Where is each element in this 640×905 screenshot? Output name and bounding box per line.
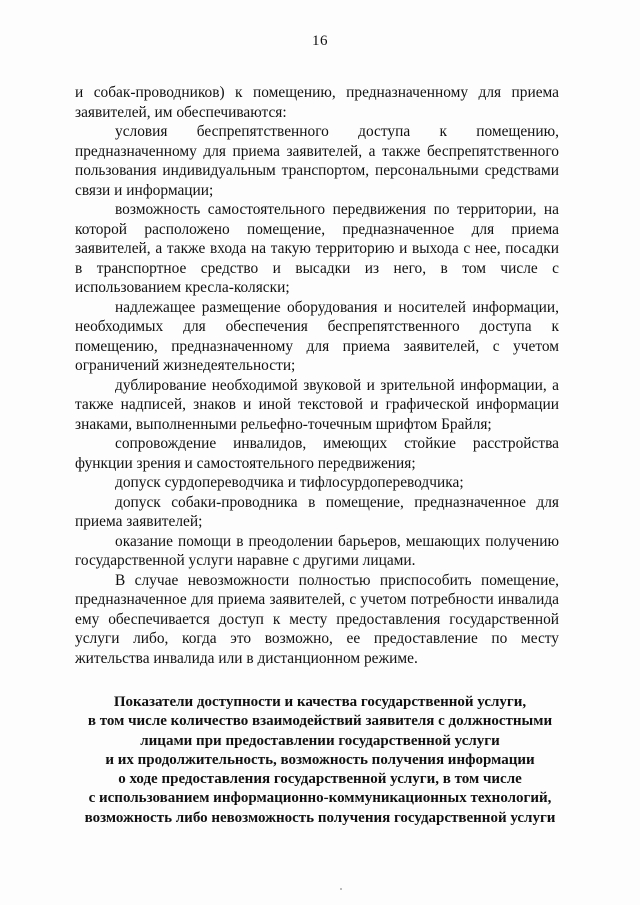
paragraph-continuation: и собак-проводников) к помещению, предназначенному для приема заявителей, им обеспечиваются:	[75, 84, 559, 121]
paragraph-barrier-assistance: оказание помощи в преодолении барьеров, мешающих получению государственной услуги наравне с другими лицами.	[75, 532, 559, 569]
scan-speck	[340, 888, 342, 890]
paragraph-guide-dog-admission: допуск собаки-проводника в помещение, предназначенное для приема заявителей;	[75, 493, 559, 530]
heading-line: возможность либо невозможность получения государственной услуги	[84, 809, 556, 826]
heading-line: в том числе количество взаимодействий заявителя с должностными	[87, 713, 553, 730]
paragraph-equipment-placement: надлежащее размещение оборудования и носителей информации, необходимых для обеспечения беспрепятственного доступа к помещению, предназначенному для приема заявителей, с учетом ограничений жизнедеятельности;	[75, 298, 559, 374]
paragraph-independent-movement: возможность самостоятельного передвижения по территории, на которой расположено помещение, предназначенное для приема заявителей, а также входа на такую территорию и выхода с нее, посадки в транспортное средство и высадки из него, в том числе с использованием кресла-коляски;	[75, 201, 559, 296]
body-text	[75, 83, 559, 668]
section-heading	[70, 693, 570, 828]
paragraph-access-conditions: условия беспрепятственного доступа к помещению, предназначенному для приема заявителей, а также беспрепятственного пользования индивидуальным транспортом, персональными средствами связи и информации;	[75, 123, 559, 199]
paragraph-escort: сопровождение инвалидов, имеющих стойкие расстройства функции зрения и самостоятельного передвижения;	[75, 435, 559, 472]
heading-line: с использованием информационно-коммуникационных технологий,	[88, 790, 552, 807]
paragraph-braille-duplication: дублирование необходимой звуковой и зрительной информации, а также надписей, знаков и иной текстовой и графической информации знаками, выполненными рельефно-точечным шрифтом Брайля;	[75, 376, 559, 433]
heading-line: лицами при предоставлении государственной услуги	[140, 732, 500, 749]
paragraph-interpreter-admission: допуск сурдопереводчика и тифлосурдопереводчика;	[115, 474, 464, 491]
heading-line: и их продолжительность, возможность получения информации	[105, 751, 535, 768]
page-number: 16	[312, 33, 328, 49]
heading-line: о ходе предоставления государственной услуги, в том числе	[118, 771, 522, 788]
heading-line: Показатели доступности и качества государственной услуги,	[113, 694, 527, 710]
paragraph-impossibility-case: В случае невозможности полностью приспособить помещение, предназначенное для приема заявителей, с учетом потребности инвалида ему обеспечивается доступ к месту предоставления государственной услуги либо, когда это возможно, ее предоставление по месту жительства инвалида или в дистанционном режиме.	[75, 571, 559, 667]
